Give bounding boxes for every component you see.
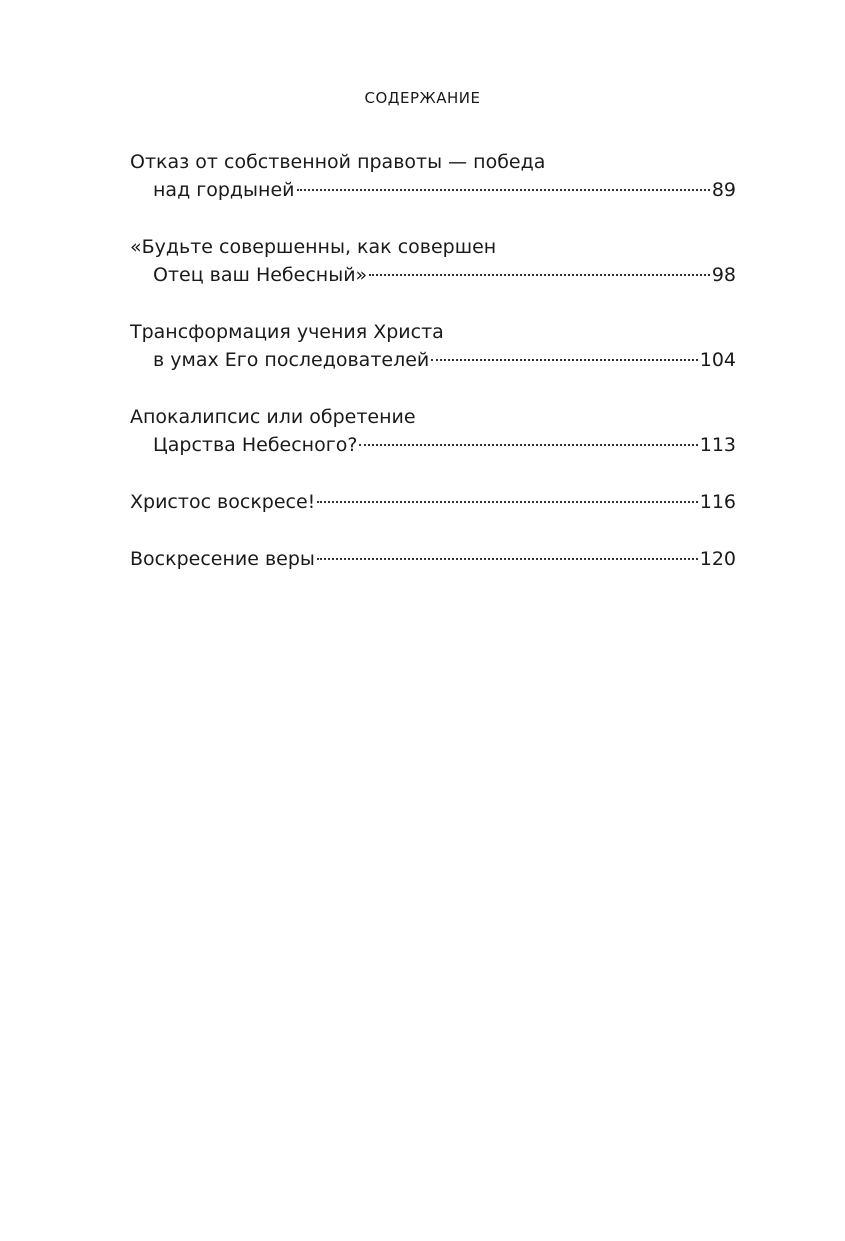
- toc-entry-title-continued: в умах Его последователей: [153, 349, 430, 371]
- toc-entry: [130, 318, 736, 374]
- toc-entry: [130, 488, 736, 516]
- toc-entry: [130, 148, 736, 204]
- toc-page-number: 98: [711, 264, 736, 286]
- page-title: СОДЕРЖАНИЕ: [364, 89, 481, 107]
- toc-page-number: 120: [699, 548, 736, 570]
- toc-entry-row: [130, 346, 736, 374]
- toc-entry: [130, 545, 736, 573]
- toc-entry-title: «Будьте совершенны, как совершен: [130, 236, 497, 258]
- toc-entry-title: Воскресение веры: [130, 548, 315, 570]
- dot-leader: [317, 501, 697, 503]
- toc-page-number: 116: [699, 491, 736, 513]
- table-of-contents: [130, 148, 736, 573]
- dot-leader: [317, 558, 698, 560]
- dot-leader: [297, 189, 710, 191]
- toc-entry-title: Апокалипсис или обретение: [130, 406, 416, 428]
- toc-page-number: 89: [711, 179, 736, 201]
- toc-entry-row: [130, 431, 736, 459]
- toc-entry-title: Трансформация учения Христа: [130, 321, 444, 343]
- dot-leader: [359, 444, 697, 446]
- toc-entry: [130, 233, 736, 289]
- toc-entry-row: [130, 261, 736, 289]
- toc-entry-row: [130, 488, 736, 516]
- toc-entry-title: Отказ от собственной правоты — победа: [130, 151, 546, 173]
- dot-leader: [431, 359, 697, 361]
- toc-entry-title-continued: Отец ваш Небесный»: [153, 264, 368, 286]
- toc-entry-title-continued: над гордыней: [153, 179, 295, 201]
- toc-page-number: 113: [699, 434, 736, 456]
- toc-entry-row: [130, 545, 736, 573]
- toc-page-number: 104: [699, 349, 736, 371]
- dot-leader: [369, 274, 710, 276]
- toc-entry-row: [130, 176, 736, 204]
- toc-entry: [130, 403, 736, 459]
- toc-entry-title: Христос воскресе!: [130, 491, 316, 513]
- toc-entry-title-continued: Царства Небесного?: [153, 434, 358, 456]
